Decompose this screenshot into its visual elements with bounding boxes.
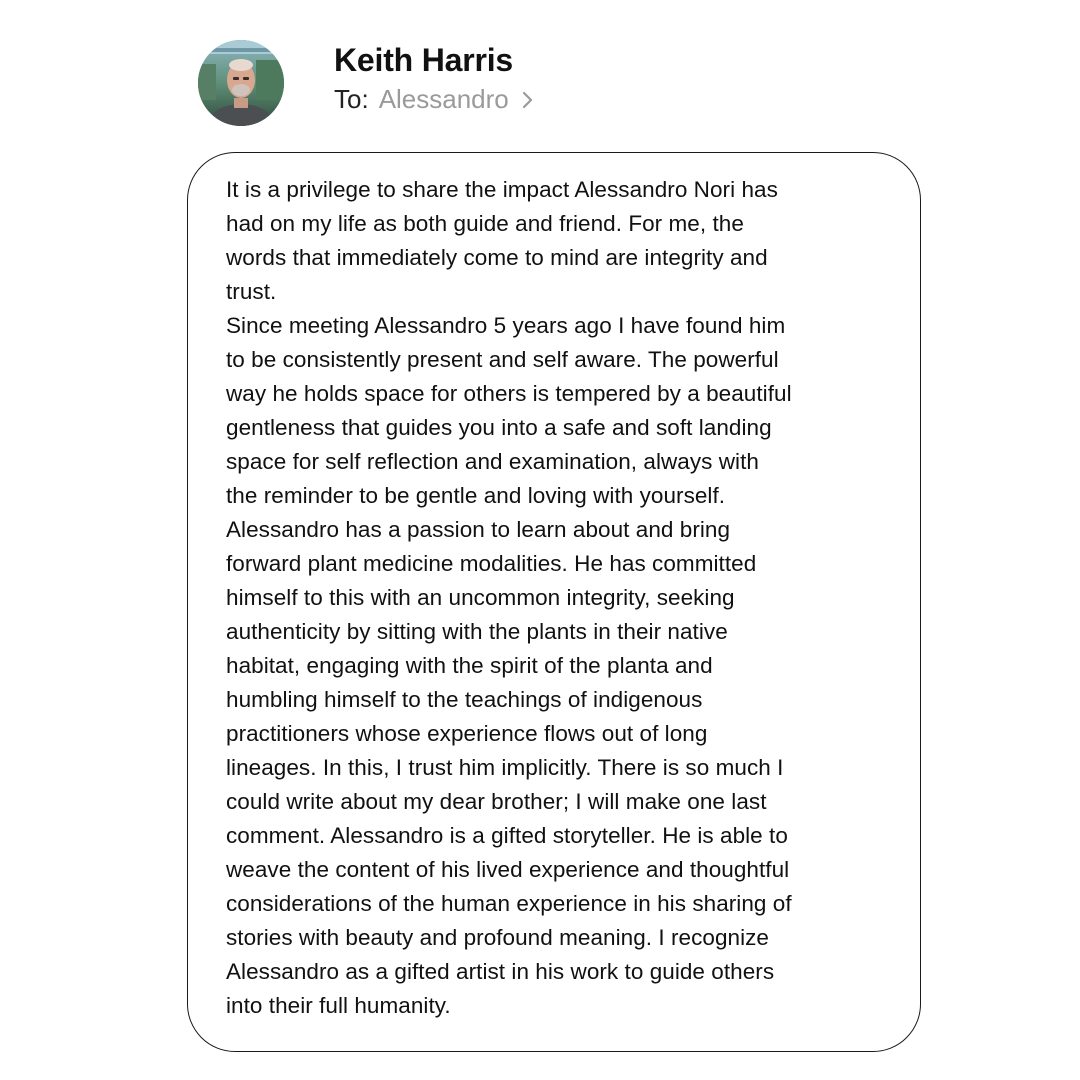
message-line: into their full humanity. (226, 993, 451, 1018)
message-line: comment. Alessandro is a gifted storyteller. He is able to (226, 823, 788, 848)
message-line: practitioners whose experience flows out of long (226, 721, 708, 746)
message-line: gentleness that guides you into a safe and soft landing (226, 415, 772, 440)
message-line: It is a privilege to share the impact Alessandro Nori has (226, 177, 778, 202)
message-line: Since meeting Alessandro 5 years ago I have found him (226, 313, 786, 338)
recipient-name[interactable]: Alessandro (378, 84, 509, 114)
message-line: habitat, engaging with the spirit of the planta and (226, 653, 713, 678)
avatar-photo-icon (198, 40, 284, 126)
to-label: To: (334, 84, 369, 114)
recipient-row[interactable] (334, 84, 537, 115)
sender-name: Keith Harris (334, 42, 513, 78)
message-line: the reminder to be gentle and loving with yourself. (226, 483, 726, 508)
message-line: authenticity by sitting with the plants in their native (226, 619, 728, 644)
message-line: could write about my dear brother; I will make one last (226, 789, 767, 814)
sender-avatar[interactable] (198, 40, 284, 126)
message-header (198, 40, 898, 126)
message-line: had on my life as both guide and friend. For me, the (226, 211, 744, 236)
message-line: lineages. In this, I trust him implicitly. There is so much I (226, 755, 784, 780)
message-line: weave the content of his lived experience and thoughtful (226, 857, 790, 882)
message-body (226, 173, 896, 1023)
message-line: space for self reflection and examination, always with (226, 449, 759, 474)
message-line: considerations of the human experience in his sharing of (226, 891, 792, 916)
message-line: to be consistently present and self aware. The powerful (226, 347, 779, 372)
chevron-right-icon[interactable] (519, 89, 537, 111)
message-line: humbling himself to the teachings of indigenous (226, 687, 703, 712)
message-line: Alessandro as a gifted artist in his work to guide others (226, 959, 775, 984)
message-bubble (187, 152, 921, 1052)
message-line: way he holds space for others is tempered by a beautiful (226, 381, 792, 406)
message-line: words that immediately come to mind are integrity and (226, 245, 768, 270)
message-line: trust. (226, 279, 277, 304)
message-line: himself to this with an uncommon integrity, seeking (226, 585, 735, 610)
message-line: forward plant medicine modalities. He has committed (226, 551, 757, 576)
message-line: Alessandro has a passion to learn about and bring (226, 517, 731, 542)
message-line: stories with beauty and profound meaning. I recognize (226, 925, 769, 950)
